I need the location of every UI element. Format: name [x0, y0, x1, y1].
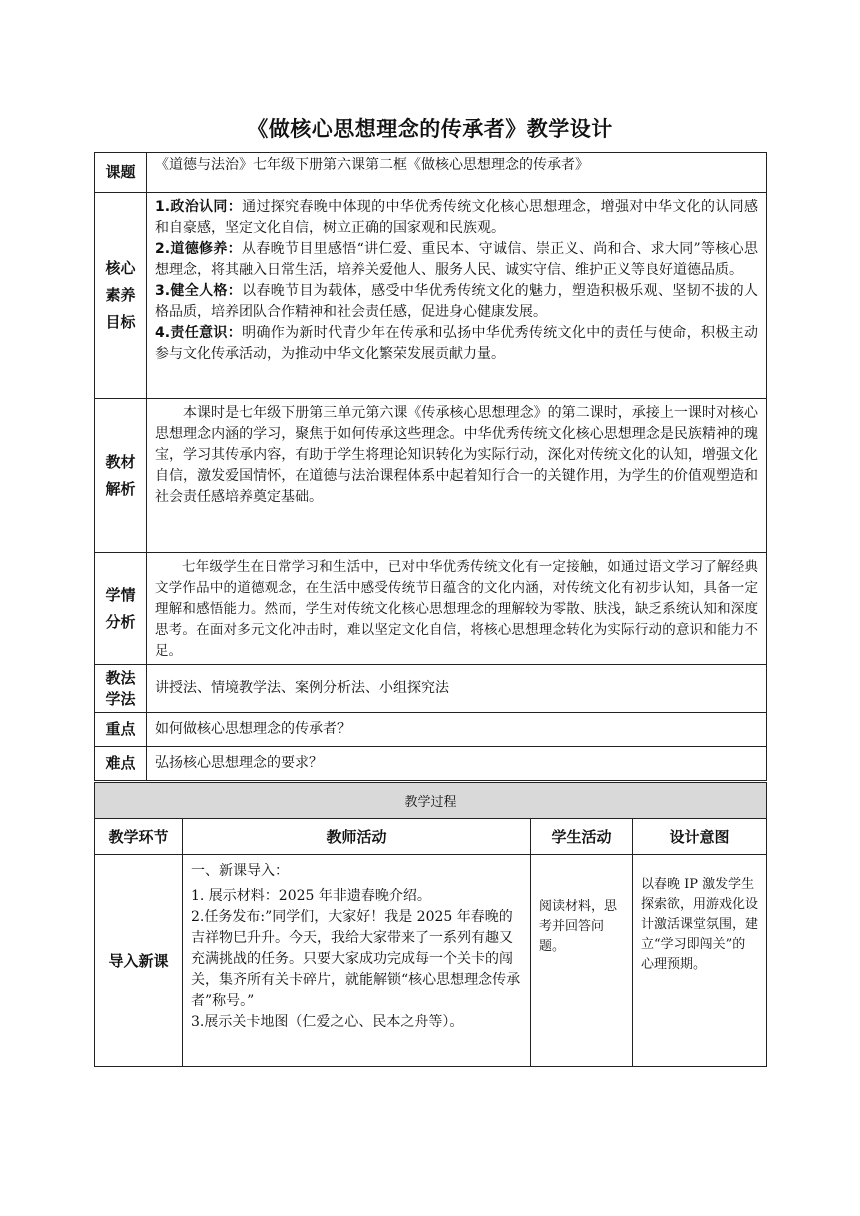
header-stage: 教学环节 [95, 819, 183, 855]
intro-row [95, 855, 767, 1067]
methods-label: 教法 学法 [95, 665, 147, 713]
key-label: 重点 [95, 713, 147, 747]
students-label: 学情 分析 [95, 553, 147, 665]
difficulty-row [95, 747, 767, 781]
header-teacher: 教师活动 [183, 819, 531, 855]
intro-teacher-activity: 一、新课导入： 1. 展示材料：2025 年非遗春晚介绍。 2.任务发布:”同学们，大家好！我是 2025 年春晚的吉祥物巳升升。今天，我给大家带来了一系列有趣又充满挑战的任务。只要大家成功完成每一个关卡的闯关，集齐所有关卡碎片，就能解锁“核心思想理念传承者”称号。” 3.展示关卡地图（仁爱之心、民本之舟等）。 [183, 855, 531, 1067]
header-student: 学生活动 [531, 819, 633, 855]
info-table [94, 152, 767, 781]
goal-item: 2.道德修养：从春晚节目里感悟“讲仁爱、重民本、守诚信、崇正义、尚和合、求大同”等核心思想理念，将其融入日常生活，培养关爱他人、服务人民、诚实守信、维护正义等良好道德品质。 [155, 241, 759, 278]
course-row [95, 153, 767, 193]
process-section-title: 教学过程 [95, 783, 767, 819]
page-title: 《做核心思想理念的传承者》教学设计 [247, 117, 613, 141]
key-text: 如何做核心思想理念的传承者？ [147, 713, 767, 747]
course-value: 《道德与法治》七年级下册第六课第二框《做核心思想理念的传承者》 [147, 153, 767, 193]
course-label: 课题 [95, 153, 147, 193]
goal-item: 1.政治认同：通过探究春晚中体现的中华优秀传统文化核心思想理念，增强对中华文化的认同感和自豪感，坚定文化自信，树立正确的国家观和民族观。 [155, 199, 759, 236]
material-label: 教材 解析 [95, 399, 147, 553]
key-row [95, 713, 767, 747]
difficulty-label: 难点 [95, 747, 147, 781]
material-row [95, 399, 767, 553]
goals-label: 核心 素养 目标 [95, 193, 147, 399]
header-intent: 设计意图 [633, 819, 767, 855]
process-header-row [95, 819, 767, 855]
students-row [95, 553, 767, 665]
students-text: 七年级学生在日常学习和生活中，已对中华优秀传统文化有一定接触，如通过语文学习了解经典文学作品中的道德观念，在生活中感受传统节日蕴含的文化内涵，对传统文化有初步认知，具备一定理解和感悟能力。然而，学生对传统文化核心思想理念的理解较为零散、肤浅，缺乏系统认知和深度思考。在面对多元文化冲击时，难以坚定文化自信，将核心思想理念转化为实际行动的意识和能力不足。 [147, 553, 767, 665]
goal-item: 4.责任意识：明确作为新时代青少年在传承和弘扬中华优秀传统文化中的责任与使命，积极主动参与文化传承活动，为推动中华文化繁荣发展贡献力量。 [155, 325, 759, 362]
goals-row [95, 193, 767, 399]
methods-row [95, 665, 767, 713]
methods-text: 讲授法、情境教学法、案例分析法、小组探究法 [147, 665, 767, 713]
process-table [94, 782, 767, 1067]
intro-design-intent: 以春晚 IP 激发学生探索欲，用游戏化设计激活课堂氛围，建立“学习即闯关”的心理预期。 [633, 855, 767, 1067]
process-section-row [95, 783, 767, 819]
intro-stage: 导入新课 [95, 855, 183, 1067]
material-text: 本课时是七年级下册第三单元第六课《传承核心思想理念》的第二课时，承接上一课时对核心思想理念内涵的学习，聚焦于如何传承这些理念。中华优秀传统文化核心思想理念是民族精神的瑰宝，学习其传承内容，有助于学生将理论知识转化为实际行动，深化对传统文化的认知，增强文化自信，激发爱国情怀，在道德与法治课程体系中起着知行合一的关键作用，为学生的价值观塑造和社会责任感培养奠定基础。 [147, 399, 767, 553]
intro-student-activity: 阅读材料，思考并回答问题。 [531, 855, 633, 1067]
goal-item: 3.健全人格：以春晚节目为载体，感受中华优秀传统文化的魅力，塑造积极乐观、坚韧不拔的人格品质，培养团队合作精神和社会责任感，促进身心健康发展。 [155, 283, 759, 320]
goals-content [147, 193, 767, 399]
difficulty-text: 弘扬核心思想理念的要求？ [147, 747, 767, 781]
